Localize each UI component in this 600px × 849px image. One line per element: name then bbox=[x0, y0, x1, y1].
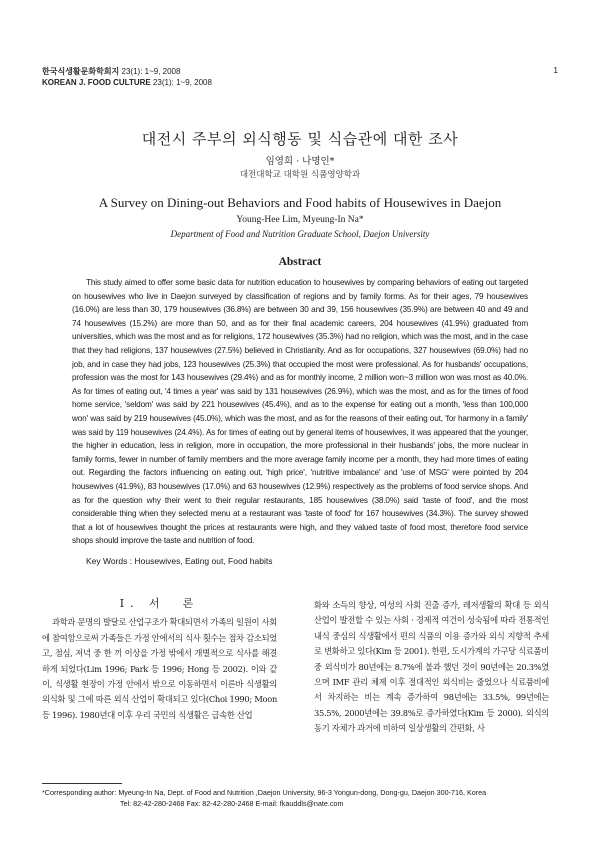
footnote-divider bbox=[42, 783, 122, 784]
title-korean: 대전시 주부의 외식행동 및 식습관에 대한 조사 bbox=[141, 130, 459, 148]
abstract-body: This study aimed to offer some basic data for nutrition education to housewives by comparing behaviors of eating out targeted on housewives who live in Daejon surveyed by classification of regions and by family forms. As for their ages, 79 housewives (16.0%) are less than 30, 179 housewives (36.8%) are between 30 and 39, 156 housewives (35.9%) are between 40 and 49 and 74 housewives (15.2%) are more than 50, and as for their final academic careers, 204 housewives (41.9%) graduated from universities, which was the most and as for religions, 172 housewives (35.3%) had no religion, which was the most, and in the case that they had religions, 137 housewives (27.5%) believed in Christianity. And as for occupations, 327 housewives (69.0%) had no job, and in case they had jobs, 123 housewives (25.3%) that occupied the most were professional. As for husbands' occupations, profession was the most for 143 housewives (29.4%) and as for monthly income, 2 million won~3 million won was most as 40.0%. As for times of eating out, '4 times a year' was said by 131 housewives (26.9%), which was the most, and as for the times of food home service, 'seldom' was said by 221 housewives (45.4%), and as to the expense for eating out a month, 'less than 100,000 won' was said by 219 housewives (45.0%), which was the most, and as for the reasons of their eating out, 'for harmony in a family' was said by 119 housewives (24.4%). As for times of eating out by general items of housewives, it was appeared that the younger, the higher in education, less in religion, more in occupation, the more professional in their husbands' jobs, the more nuclear in family forms, fewer in number of family members and the more average family income per a month, they had more times of eating out. Regarding the factors influencing on eating out, 'high price', 'nutritive imbalance' and 'use of MSG' were pointed by 204 housewives (41.9%), 83 housewives (17.0%) and 63 housewives (12.9%) respectively as the problems of food service shops. And as for the question why their went to their regular restaurants, 185 housewives (38.0%) said 'taste of food', and the most considerable thing when they selected menu at a restaurant was 'taste of food' for 167 housewives (34.3%). The survey showed that a lot of housewives thought the prices at restaurants were high, and they valued taste of food most, therefore food service shops should improve the taste and nutrition of food. bbox=[72, 278, 528, 546]
body-column-right bbox=[314, 598, 549, 737]
journal-volume-ko: 23(1): 1~9, 2008 bbox=[121, 67, 181, 76]
authors-korean: 임영희 · 나명인* bbox=[265, 156, 335, 167]
abstract-heading: Abstract bbox=[278, 256, 322, 268]
affiliation-english: Department of Food and Nutrition Graduate School, Daejon University bbox=[170, 229, 430, 239]
journal-name-ko: 한국식생활문화학회지 bbox=[42, 67, 120, 76]
body-paragraph-left: 과학과 문명의 발달로 산업구조가 확대되면서 가족의 일원이 사회에 참여함으로써 가족들은 가정 안에서의 식사 횟수는 점차 감소되었고, 점심, 저녁 중 한 끼 이상을 가정 밖에서 개별적으로 식사를 해결하게 되었다(Lim 1996; Park 등 1996; Hong 등 2002). 이와 같이, 식생활 현장이 가정 안에서 밖으로 이동하면서 이른바 식생활의 외식화 및 그에 따른 외식 산업이 확대되고 있다(Choi 1990; Moon 등 1996). 1980년대 이후 우리 국민의 식생활은 급속한 산업 bbox=[42, 617, 277, 720]
authors-english: Young-Hee Lim, Myeung-In Na* bbox=[236, 215, 364, 225]
body-column-left bbox=[42, 596, 277, 723]
footnote-line-2: Tel: 82-42-280-2468 Fax: 82-42-280-2468 E-mail: fkauddls@nate.com bbox=[120, 799, 344, 808]
body-paragraph-right: 화와 소득의 향상, 여성의 사회 진출 증가, 레저생활의 확대 등 외식산업이 발전할 수 있는 사회 · 경제적 여건이 성숙됨에 따라 전통적인 내식 중심의 식생활에서 편의 식품의 이용 증가와 외식 지향적 추세로 변화하고 있다(Kim 등 2001). 한편, 도시가계의 가구당 식료품비 중 외식비가 80년에는 8.7%에 불과 했던 것이 90년에는 20.3%였으며 IMF 관리 체제 이후 절대적인 외식비는 줄었으나 식료품비에서 차지하는 비는 계속 증가하여 98년에는 33.5%, 99년에는 35.5%, 2000년에는 39.8%로 증가하였다(Kim 등 2000). 외식의 동기 자체가 과거에 비하여 일상생활의 간편화, 사 bbox=[314, 600, 549, 734]
journal-volume-en: 23(1): 1~9, 2008 bbox=[152, 78, 212, 87]
title-english: A Survey on Dining-out Behaviors and Food habits of Housewives in Daejon bbox=[98, 195, 502, 210]
journal-header-en bbox=[42, 78, 212, 87]
journal-header-ko bbox=[42, 66, 180, 77]
page-number: 1 bbox=[553, 66, 558, 75]
journal-name-en: KOREAN J. FOOD CULTURE bbox=[42, 78, 151, 87]
footnote-line-1: *Corresponding author: Myeung-In Na, Dept. of Food and Nutrition ,Daejon University, 96-3 Yongun-dong, Dong-gu, Daejon 300-716, Korea bbox=[42, 788, 487, 797]
footnote bbox=[42, 787, 562, 809]
section-heading-introduction: Ⅰ. 서 론 bbox=[119, 597, 200, 610]
keywords: Key Words : Housewives, Eating out, Food habits bbox=[86, 556, 273, 566]
affiliation-korean: 대전대학교 대학원 식품영양학과 bbox=[239, 170, 361, 180]
